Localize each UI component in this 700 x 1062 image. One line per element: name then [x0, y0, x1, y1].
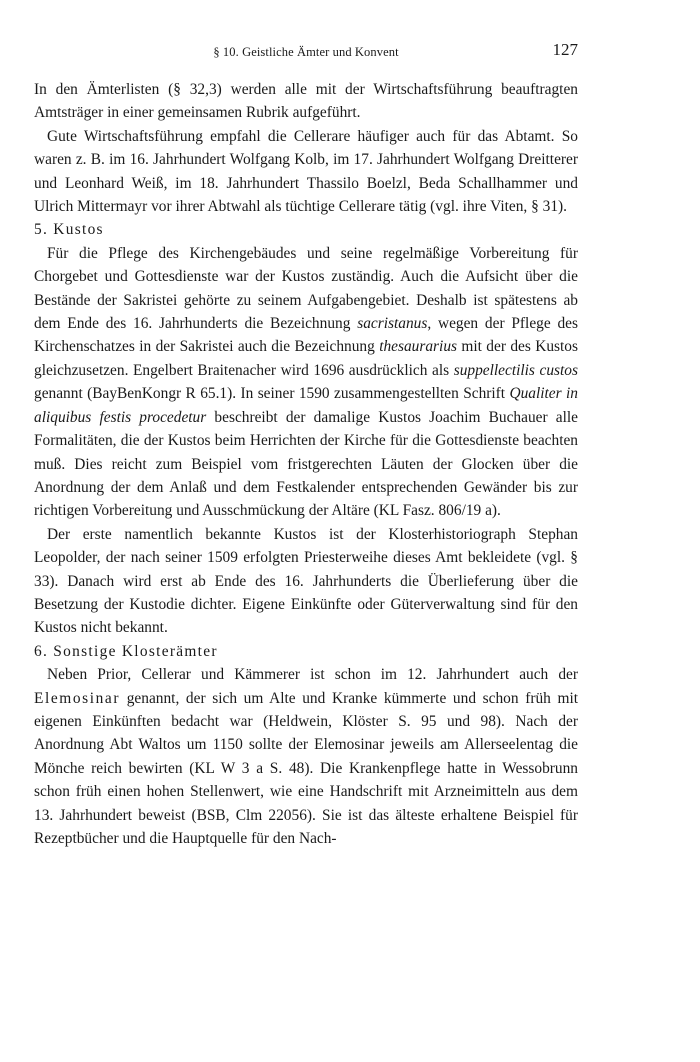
intro-paragraph-2: Gute Wirtschaftsführung empfahl die Cellerare häufiger auch für das Abtamt. So waren z. B. im 16. Jahrhundert Wolfgang Kolb, im 17. Jahrhundert Wolfgang Dreitterer und Leonhard Weiß, im 18. Jahrhundert Thassilo Boelzl, Beda Schallhammer und Ulrich Mittermayr vor ihrer Abtwahl als tüchtige Cellerare tätig (vgl. ihre Viten, § 31). — [34, 127, 578, 216]
text-run: beschreibt der damalige Kustos Joachim Buchauer alle Formalitäten, die der Kustos beim Herrichten der Kirche für die Gottesdienste beachten muß. Dies reicht zum Beispiel vom fristgerechten Läuten der Glocken über die Anordnung der dem Anlaß und dem Festkalender entsprechenden Gewänder bis zur richtigen Vorbereitung und Ausschmückung der Altäre (KL Fasz. 806/19 a). — [34, 408, 578, 520]
section-heading-kustos: 5. Kustos — [34, 221, 104, 239]
intro-paragraph-1: In den Ämterlisten (§ 32,3) werden alle mit der Wirtschaftsführung beauftragten Amtsträger in einer gemeinsamen Rubrik aufgeführt. — [34, 81, 578, 122]
running-head — [34, 40, 578, 62]
term-elemosinar: Elemosinar — [34, 689, 121, 707]
term-suppellectilis-custos: suppellectilis custos — [453, 361, 578, 379]
text-run: Neben Prior, Cellerar und Kämmerer ist schon im 12. Jahrhundert auch der — [47, 666, 578, 684]
body-text — [34, 78, 578, 850]
text-run: genannt (BayBenKongr R 65.1). In seiner 1590 zusammengestellten Schrift — [34, 385, 510, 403]
sonstige-paragraph-1 — [34, 663, 578, 850]
text-run: , wegen der Pflege des Kirchenschatzes in der Sakristei auch die Bezeichnung — [34, 315, 578, 356]
text-run: Für die Pflege des Kirchengebäudes und seine regelmäßige Vorbereitung für Chorgebet und Gottesdienste war der Kustos zuständig. Auch die Aufsicht über die Bestände der Sakristei gehörte zu seinem Aufgabengebiet. Deshalb ist spätestens ab dem Ende des 16. Jahrhunderts die Bezeichnung — [34, 244, 578, 333]
running-head-title: § 10. Geistliche Ämter und Konvent — [213, 45, 399, 59]
text-run: genannt, der sich um Alte und Kranke kümmerte und schon früh mit eigenen Einkünften bedacht war (Heldwein, Klöster S. 95 und 98). Nach der Anordnung Abt Waltos um 1150 sollte der Elemosinar jeweils am Allerseelentag die Mönche reich bewirten (KL W 3 a S. 48). Die Krankenpflege hatte in Wessobrunn schon früh einen hohen Stellenwert, wie eine Handschrift mit Arzneimitteln aus dem 13. Jahrhundert beweist (BSB, Clm 22056). Sie ist das älteste erhaltene Beispiel für Rezeptbücher und die Hauptquelle für den Nach- — [34, 689, 578, 847]
work-title-qualiter: Qualiter in aliquibus festis procedetur — [34, 385, 578, 426]
kustos-paragraph-1 — [34, 242, 578, 523]
page-number: 127 — [552, 40, 578, 59]
section-heading-sonstige-klosteraemter: 6. Sonstige Klosterämter — [34, 642, 218, 660]
term-thesaurarius: thesaurarius — [379, 338, 458, 356]
kustos-paragraph-2: Der erste namentlich bekannte Kustos ist der Klosterhistoriograph Stephan Leopolder, der nach seiner 1509 erfolgten Priesterweihe dieses Amt bekleidete (vgl. § 33). Danach wird erst ab Ende des 16. Jahrhunderts die Überlieferung über die Besetzung der Kustodie dichter. Eigene Einkünfte oder Güterverwaltung sind für den Kustos nicht bekannt. — [34, 525, 578, 637]
term-sacristanus: sacristanus — [357, 315, 428, 333]
text-run: mit der des Kustos gleichzusetzen. Engelbert Braitenacher wird 1696 ausdrücklich als — [34, 338, 578, 379]
